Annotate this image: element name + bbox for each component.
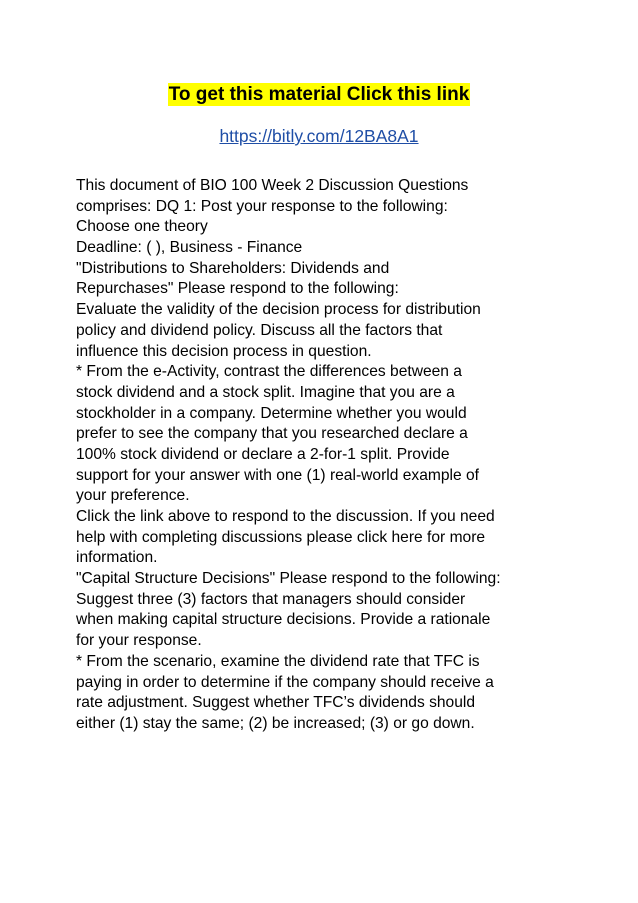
body-text bbox=[76, 176, 576, 735]
body-line: paying in order to determine if the company should receive a bbox=[76, 673, 494, 691]
body-line: Evaluate the validity of the decision process for distribution bbox=[76, 301, 481, 319]
heading-text: To get this material Click this link bbox=[168, 84, 470, 105]
body-line: for your response. bbox=[76, 632, 202, 650]
body-line: * From the scenario, examine the dividend rate that TFC is bbox=[76, 652, 480, 670]
body-line: This document of BIO 100 Week 2 Discussion Questions bbox=[76, 177, 469, 194]
body-line: support for your answer with one (1) real-world example of bbox=[76, 466, 480, 484]
body-line: information. bbox=[76, 549, 158, 567]
body-line: "Capital Structure Decisions" Please respond to the following: bbox=[76, 570, 501, 588]
body-line: "Distributions to Shareholders: Dividends and bbox=[76, 259, 390, 277]
body-line: Deadline: ( ), Business - Finance bbox=[76, 239, 303, 257]
body-line: 100% stock dividend or declare a 2-for-1 split. Provide bbox=[76, 445, 450, 463]
body-line: help with completing discussions please click here for more bbox=[76, 528, 486, 546]
body-line: * From the e-Activity, contrast the differences between a bbox=[76, 363, 462, 381]
body-line: when making capital structure decisions. Provide a rationale bbox=[76, 611, 491, 629]
body-line: prefer to see the company that you researched declare a bbox=[76, 425, 468, 443]
body-line: your preference. bbox=[76, 487, 190, 505]
body-line: rate adjustment. Suggest whether TFC’s dividends should bbox=[76, 694, 476, 712]
body-line: Suggest three (3) factors that managers should consider bbox=[76, 590, 466, 608]
body-line: Choose one theory bbox=[76, 218, 208, 236]
body-line: influence this decision process in question. bbox=[76, 342, 372, 360]
body-line: policy and dividend policy. Discuss all the factors that bbox=[76, 321, 443, 339]
body-line: stockholder in a company. Determine whether you would bbox=[76, 404, 467, 422]
material-link[interactable]: https://bitly.com/12BA8A1 bbox=[219, 126, 419, 146]
body-line: Repurchases" Please respond to the following: bbox=[76, 280, 399, 298]
body-line: comprises: DQ 1: Post your response to the following: bbox=[76, 197, 448, 215]
heading bbox=[0, 82, 638, 109]
body-line: either (1) stay the same; (2) be increased; (3) or go down. bbox=[76, 714, 475, 732]
body-line: stock dividend and a stock split. Imagine that you are a bbox=[76, 383, 455, 401]
body-line: Click the link above to respond to the discussion. If you need bbox=[76, 508, 495, 525]
